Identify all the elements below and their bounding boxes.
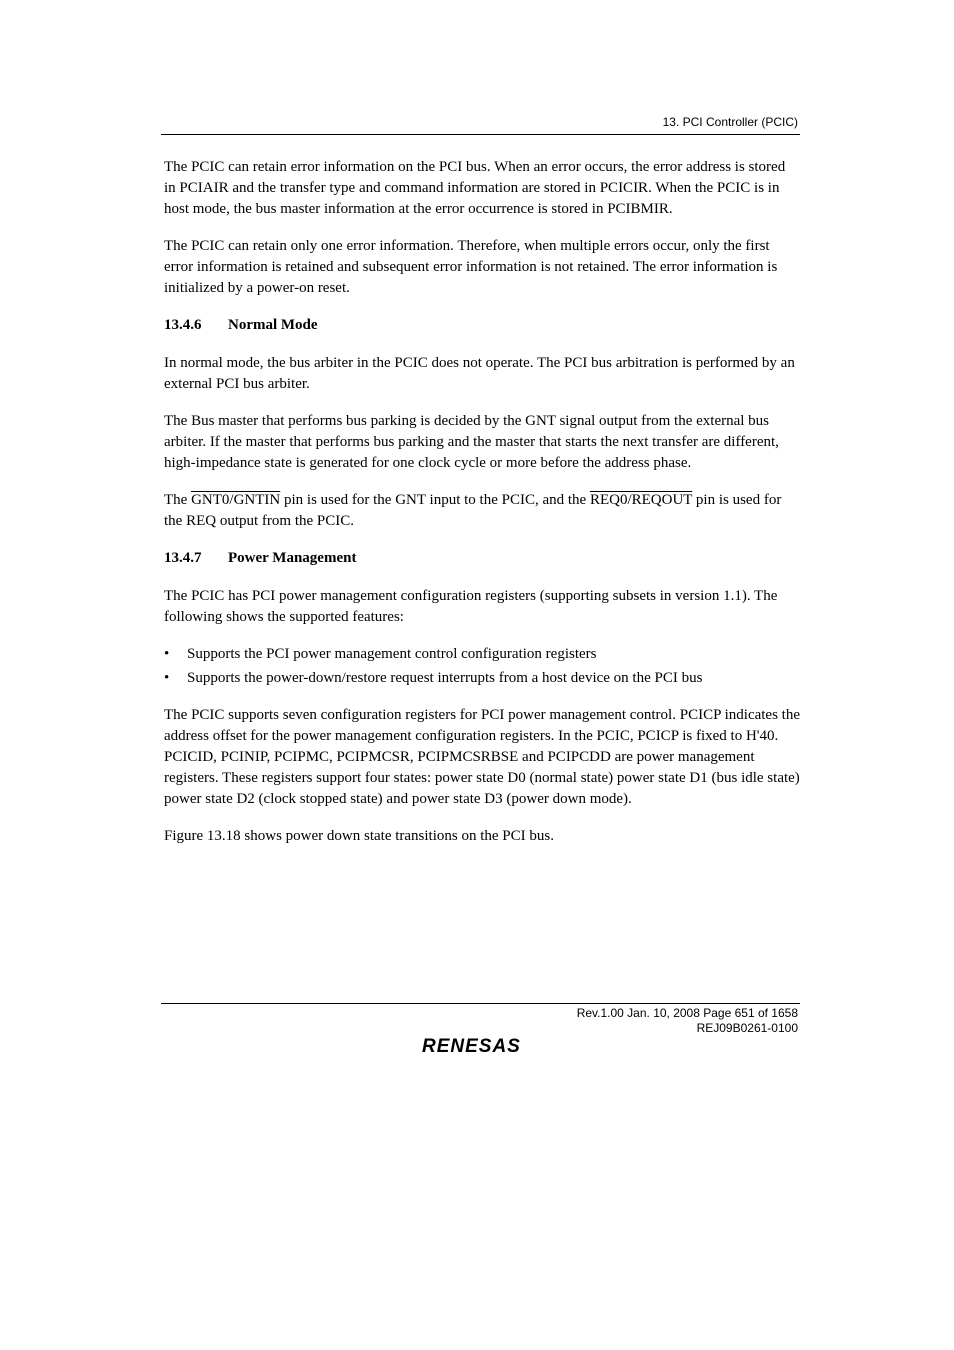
paragraph-bus-parking: The Bus master that performs bus parking is decided by the GNT signal output from the external bus arbiter. If the master that performs bus parking and the master that starts the next transfer are different, high-impedance state is generated for one clock cycle or more before the address phase.: [164, 413, 779, 471]
bullet-icon: •: [164, 670, 170, 686]
section-title: Power Management: [228, 550, 357, 566]
section-heading-power-management: [164, 548, 800, 569]
logo-text: RENESAS: [422, 1036, 521, 1055]
page-body: [164, 157, 800, 863]
renesas-logo: [422, 1035, 540, 1055]
feature-list: [164, 644, 800, 689]
section-number: 13.4.7: [164, 550, 202, 566]
section-heading-normal-mode: [164, 315, 800, 336]
paragraph-error-info: The PCIC can retain error information on the PCI bus. When an error occurs, the error address is stored in PCIAIR and the transfer type and command information are stored in PCICIR. When the PCIC is in host mode, the bus master information at the error occurrence is stored in PCIBMIR.: [164, 159, 786, 217]
paragraph-figure-reference: Figure 13.18 shows power down state transitions on the PCI bus.: [164, 828, 554, 844]
footer-rule: [161, 1003, 800, 1004]
bullet-icon: •: [164, 646, 170, 662]
list-item: • Supports the power-down/restore request interrupts from a host device on the PCI bus: [164, 668, 800, 689]
running-header: 13. PCI Controller (PCIC): [662, 115, 798, 129]
signal-gnt: GNT0/GNTIN: [191, 492, 281, 508]
list-item: • Supports the PCI power management control configuration registers: [164, 644, 800, 665]
paragraph-normal-mode: In normal mode, the bus arbiter in the PCIC does not operate. The PCI bus arbitration is performed by an external PCI bus arbiter.: [164, 355, 795, 392]
footer-info: [577, 1006, 798, 1036]
paragraph-error-retention: The PCIC can retain only one error information. Therefore, when multiple errors occur, only the first error information is retained and subsequent error information is not retained. The error information is initialized by a power-on reset.: [164, 238, 778, 296]
paragraph-pin-usage: The GNT0/GNTIN pin is used for the GNT input to the PCIC, and the REQ0/REQOUT pin is used for the REQ output from the PCIC.: [164, 492, 782, 529]
section-title: Normal Mode: [228, 317, 318, 333]
header-rule: [161, 134, 800, 135]
paragraph-power-registers: The PCIC supports seven configuration registers for PCI power management control. PCICP indicates the address offset for the power management configuration registers. In the PCIC, PCICP is fixed to H'40. PCICID, PCINIP, PCIPMC, PCIPMCSR, PCIPMCSRBSE and PCIPCDD are power management registers. These registers support four states: power state D0 (normal state) power state D1 (bus idle state) power state D2 (clock stopped state) and power state D3 (power down mode).: [164, 707, 800, 807]
signal-req: REQ0/REQOUT: [589, 492, 693, 508]
paragraph-power-intro: The PCIC has PCI power management configuration registers (supporting subsets in version 1.1). The following shows the supported features:: [164, 588, 778, 625]
section-number: 13.4.6: [164, 317, 202, 333]
document-number: REJ09B0261-0100: [696, 1021, 798, 1035]
revision-line: Rev.1.00 Jan. 10, 2008 Page 651 of 1658: [576, 1006, 798, 1020]
